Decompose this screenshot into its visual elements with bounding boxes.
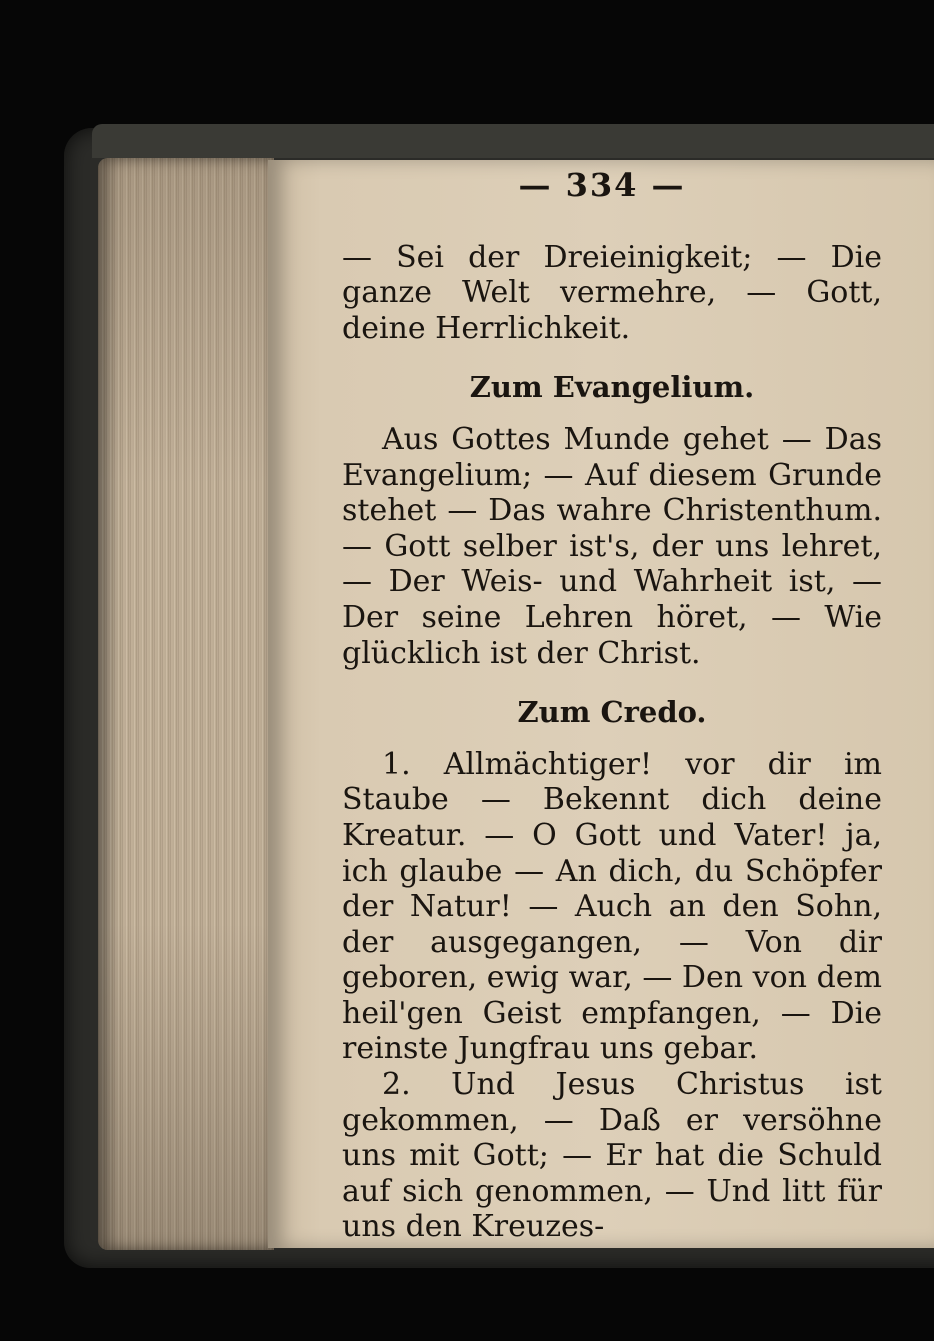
page-text-block [342,168,882,1245]
credo-verse-2: 2. Und Jesus Christus ist gekommen, — Daß er versöhne uns mit Gott; — Er hat die Schuld auf sich genommen, — Und litt für uns den Kreuzes- [342,1067,882,1245]
section-heading-evangelium: Zum Evangelium. [469,370,755,405]
evangelium-paragraph: Aus Gottes Munde gehet — Das Evangelium; — Auf diesem Grunde stehet — Das wahre Christenthum. — Gott selber ist's, der uns lehret, — Der Weis- und Wahrheit ist, — Der seine Lehren höret, — Wie glücklich ist der Christ. [342,421,882,671]
intro-paragraph: — Sei der Dreieinigkeit; — Die ganze Welt vermehre, — Gott, deine Herrlichkeit. [342,239,882,346]
section-heading-credo: Zum Credo. [517,695,707,730]
page-number: — 334 — [518,166,686,204]
credo-verse-1: 1. Allmächtiger! vor dir im Staube — Bekennt dich deine Kreatur. — O Gott und Vater! ja, ich glaube — An dich, du Schöpfer der Natur! — Auch an den Sohn, der ausgegangen, — Von dir geboren, ewig war, — Den von dem heil'gen Geist empfangen, — Die reinste Jungfrau uns gebar. [342,746,882,1067]
page-edges-shading [98,158,274,1250]
book-cover-top-edge [92,124,934,158]
